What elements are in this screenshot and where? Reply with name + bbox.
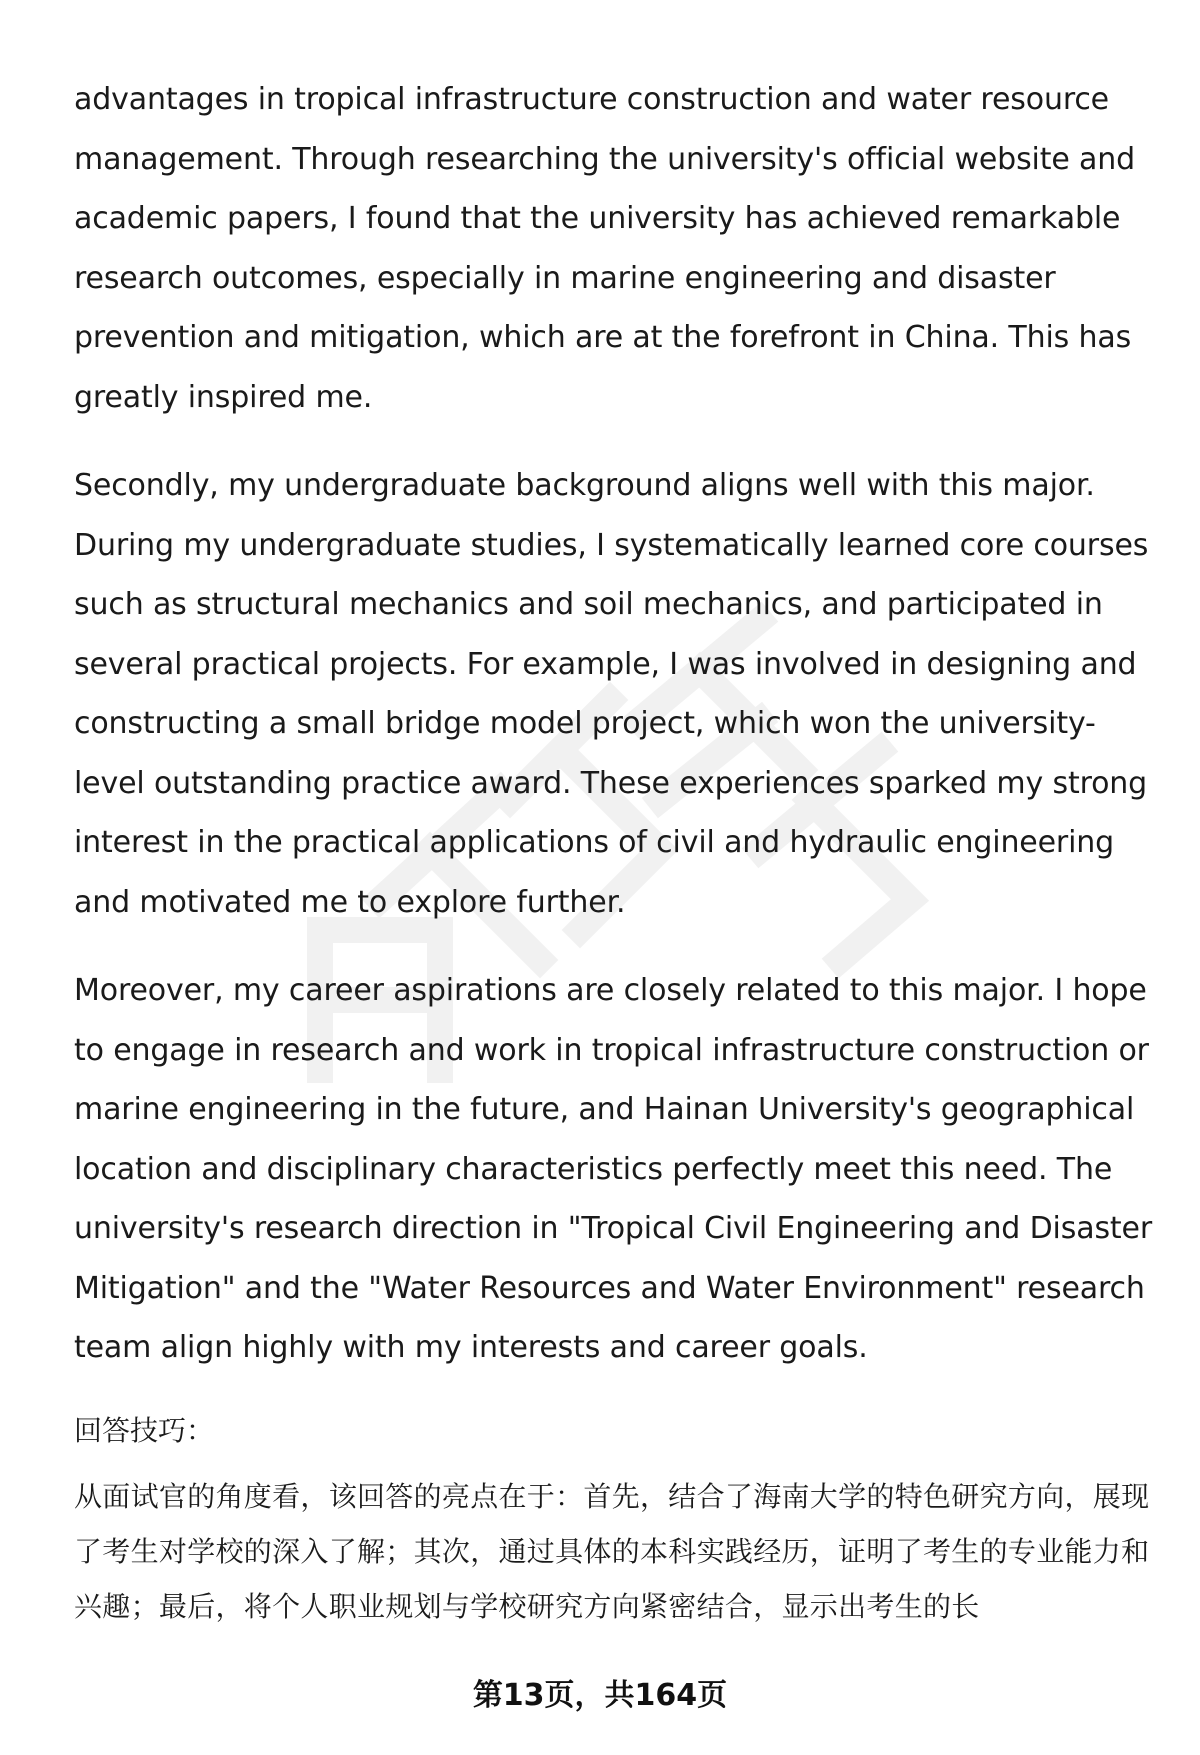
tips-heading: 回答技巧： [74, 1413, 215, 1447]
paragraph-3: Moreover, my career aspirations are closely related to this major. I hope to engage in research and work in tropical infrastructure construction or marine engineering in the future, and Hainan University's geographical location and disciplinary characteristics perfectly meet this need. The university's research direction in "Tropical Civil Engineering and Disaster Mitigation" and the "Water Resources and Water Environment" research team align highly with my interests and career goals. [74, 973, 1153, 1365]
page-number: 第13页，共164页 [472, 1678, 728, 1713]
paragraph-2: Secondly, my undergraduate background aligns well with this major. During my undergraduate studies, I systematically learned core courses such as structural mechanics and soil mechanics, and participated in several practical projects. For example, I was involved in designing and constructing a small bridge model project, which won the university-level outstanding practice award. These experiences sparked my strong interest in the practical applications of civil and hydraulic engineering and motivated me to explore further. [74, 468, 1149, 920]
paragraph-1: advantages in tropical infrastructure construction and water resource management. Through researching the university's official website and academic papers, I found that the university has achieved remarkable research outcomes, especially in marine engineering and disaster prevention and mitigation, which are at the forefront in China. This has greatly inspired me. [74, 82, 1136, 415]
document-content [74, 70, 1164, 1634]
tips-body: 从面试官的角度看，该回答的亮点在于：首先，结合了海南大学的特色研究方向，展现了考生对学校的深入了解；其次，通过具体的本科实践经历，证明了考生的专业能力和兴趣；最后，将个人职业规划与学校研究方向紧密结合，显示出考生的长 [74, 1479, 1150, 1623]
